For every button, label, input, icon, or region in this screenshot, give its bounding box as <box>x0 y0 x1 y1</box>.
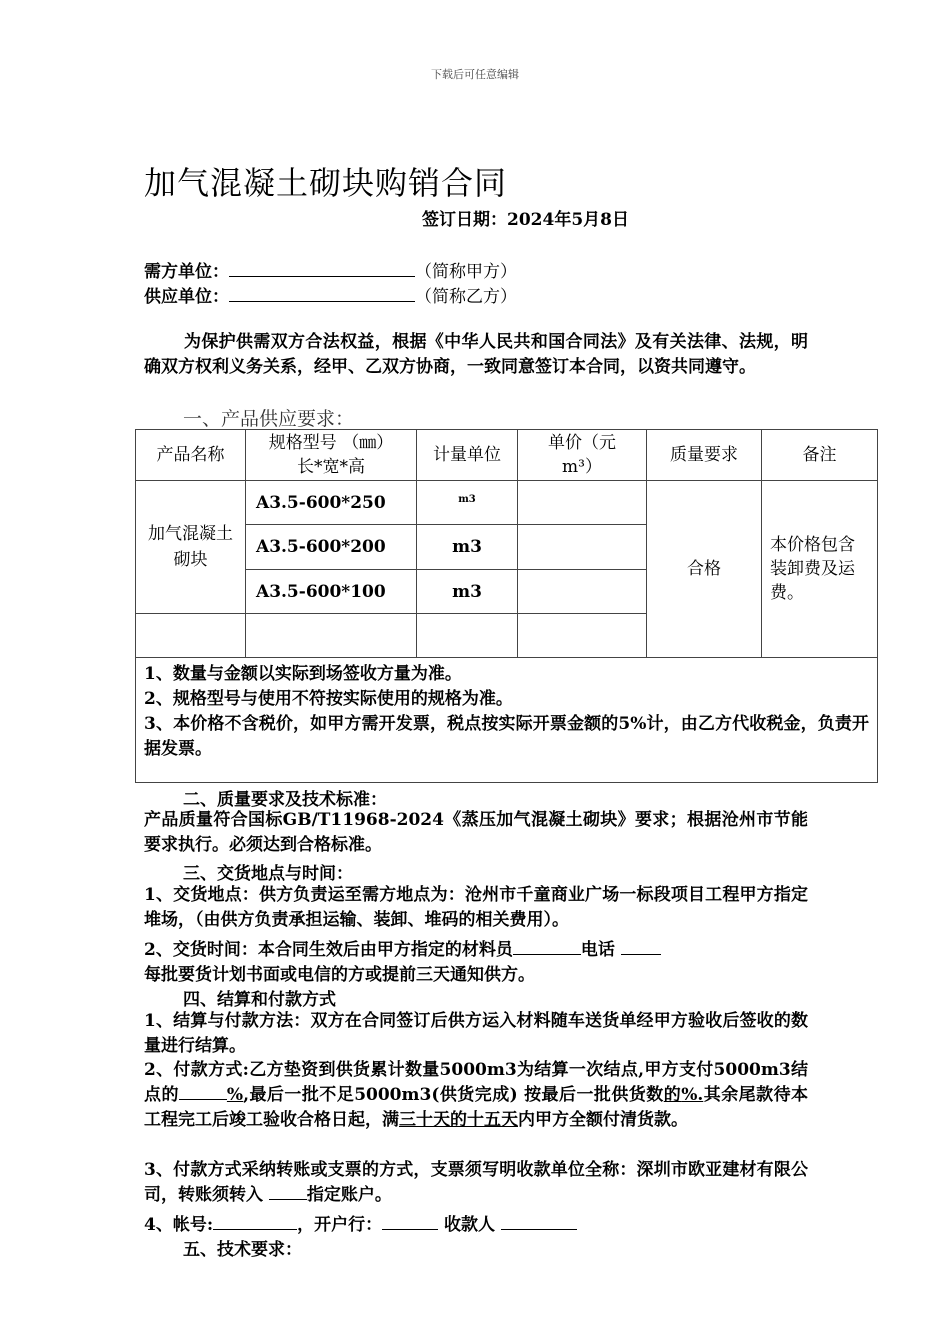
material-clerk-blank[interactable] <box>513 938 581 955</box>
section4-item3 <box>144 1158 808 1208</box>
unit-cell <box>417 525 518 570</box>
transfer-suffix: 指定账户。 <box>306 1185 392 1205</box>
section3-item2 <box>144 935 661 960</box>
header-quality: 质量要求 <box>647 430 762 481</box>
header-product-name: 产品名称 <box>136 430 246 481</box>
empty-cell[interactable] <box>136 614 246 658</box>
payment-days: 三十天的十五天 <box>399 1110 518 1130</box>
empty-cell[interactable] <box>417 614 518 658</box>
notes-cell <box>136 658 878 783</box>
phone-label: 电话 <box>580 940 615 960</box>
transfer-text: 3、付款方式采纳转账或支票的方式，支票须写明收款单位全称：深圳市欧亚建材有限公司，转账须转入 <box>144 1160 808 1205</box>
payment-text-g: 内甲方全额付清货款。 <box>518 1110 688 1130</box>
payment-text-a: 2、付款方式:乙方垫资到供货累计数量5000m3为结算一次结点,甲方支付5000m3结点的 <box>144 1060 808 1105</box>
unit-value: m3 <box>452 581 482 602</box>
header-price-line2: m³） <box>562 457 602 477</box>
spec-cell: A3.5-600*250 <box>246 481 417 525</box>
header-price-line1: 单价（元 <box>548 433 616 453</box>
section3-item1: 1、交货地点：供方负责运至需方地点为：沧州市千童商业广场一标段项目工程甲方指定堆场，（由供方负责承担运输、装卸、堆码的相关费用）。 <box>144 885 808 930</box>
payment-text-d: %. <box>681 1085 704 1105</box>
payment-text-e: 其余尾款待本工程完工后竣工验收合格日起，满 <box>144 1085 809 1130</box>
section3-item2-cont: 每批要货计划书面或电信的方或提前三天通知供方。 <box>144 965 535 985</box>
section4-heading: 四、结算和付款方式 <box>183 990 336 1010</box>
payee-blank[interactable] <box>501 1213 577 1230</box>
quality-cell: 合格 <box>647 481 762 658</box>
empty-cell[interactable] <box>246 614 417 658</box>
unit-cell <box>417 481 518 525</box>
section4-item4 <box>144 1210 577 1235</box>
unit-value: m3 <box>458 494 476 505</box>
percent-blank[interactable] <box>179 1083 227 1100</box>
delivery-time-text: 2、交货时间：本合同生效后由甲方指定的材料员 <box>144 940 513 960</box>
buyer-label: 需方单位： <box>144 262 229 282</box>
seller-line <box>144 282 517 307</box>
remark-cell: 本价格包含装卸费及运费。 <box>762 481 878 658</box>
section4-item2 <box>144 1058 808 1133</box>
header-note: 下载后可任意编辑 <box>431 68 519 81</box>
header-price <box>518 430 647 481</box>
spec-cell: A3.5-600*200 <box>246 525 417 570</box>
account-designate-blank[interactable] <box>269 1183 307 1200</box>
note-item: 1、数量与金额以实际到场签收方量为准。 <box>144 664 462 684</box>
section1-heading: 一、产品供应要求： <box>183 408 355 430</box>
buyer-line <box>144 257 517 282</box>
seller-label: 供应单位： <box>144 287 229 307</box>
table-header-row <box>136 430 878 481</box>
phone-blank[interactable] <box>621 938 661 955</box>
price-cell[interactable] <box>518 481 647 525</box>
intro-paragraph: 为保护供需双方合法权益，根据《中华人民共和国合同法》及有关法律、法规，明确双方权利义务关系，经甲、乙双方协商，一致同意签订本合同，以资共同遵守。 <box>144 332 808 377</box>
buyer-suffix: （简称甲方） <box>415 262 517 282</box>
product-table <box>135 429 878 783</box>
header-spec <box>246 430 417 481</box>
section3-heading: 三、交货地点与时间： <box>183 864 353 884</box>
sign-date: 签订日期：2024年5月8日 <box>422 210 629 230</box>
seller-blank[interactable] <box>229 285 415 302</box>
header-remark: 备注 <box>762 430 878 481</box>
bank-blank[interactable] <box>382 1213 438 1230</box>
empty-cell[interactable] <box>518 614 647 658</box>
percent-sign: % <box>226 1085 244 1105</box>
account-blank[interactable] <box>213 1213 297 1230</box>
section2-body: 产品质量符合国标GB/T11968-2024《蒸压加气混凝土砌块》要求；根据沧州市节能要求执行。必须达到合格标准。 <box>144 810 808 855</box>
price-cell[interactable] <box>518 525 647 570</box>
table-notes-row <box>136 658 878 783</box>
contract-title: 加气混凝土砌块购销合同 <box>144 164 508 202</box>
note-item: 2、规格型号与使用不符按实际使用的规格为准。 <box>144 689 513 709</box>
payment-text-b: ,最后一批不足5000m3(供货完成) 按最后一批供货数 <box>243 1085 664 1105</box>
buyer-blank[interactable] <box>229 260 415 277</box>
section2-heading: 二、质量要求及技术标准： <box>183 790 387 810</box>
payment-text-c: 的 <box>663 1085 682 1105</box>
header-spec-line2: 长*宽*高 <box>297 457 365 477</box>
bank-label: ，开户行： <box>297 1215 383 1235</box>
seller-suffix: （简称乙方） <box>415 287 517 307</box>
header-spec-line1: 规格型号 （㎜） <box>268 433 394 453</box>
unit-cell <box>417 570 518 614</box>
spec-cell: A3.5-600*100 <box>246 570 417 614</box>
note-item: 3、本价格不含税价，如甲方需开发票，税点按实际开票金额的5%计，由乙方代收税金，负责开据发票。 <box>144 714 869 759</box>
price-cell[interactable] <box>518 570 647 614</box>
account-label: 4、帐号: <box>144 1215 214 1235</box>
table-row <box>136 481 878 525</box>
section5-heading: 五、技术要求： <box>183 1240 302 1260</box>
section4-item1: 1、结算与付款方法：双方在合同签订后供方运入材料随车送货单经甲方验收后签收的数量进行结算。 <box>144 1011 808 1056</box>
payee-label: 收款人 <box>444 1215 496 1235</box>
header-unit: 计量单位 <box>417 430 518 481</box>
unit-value: m3 <box>452 537 482 557</box>
product-name-cell: 加气混凝土砌块 <box>136 481 246 614</box>
